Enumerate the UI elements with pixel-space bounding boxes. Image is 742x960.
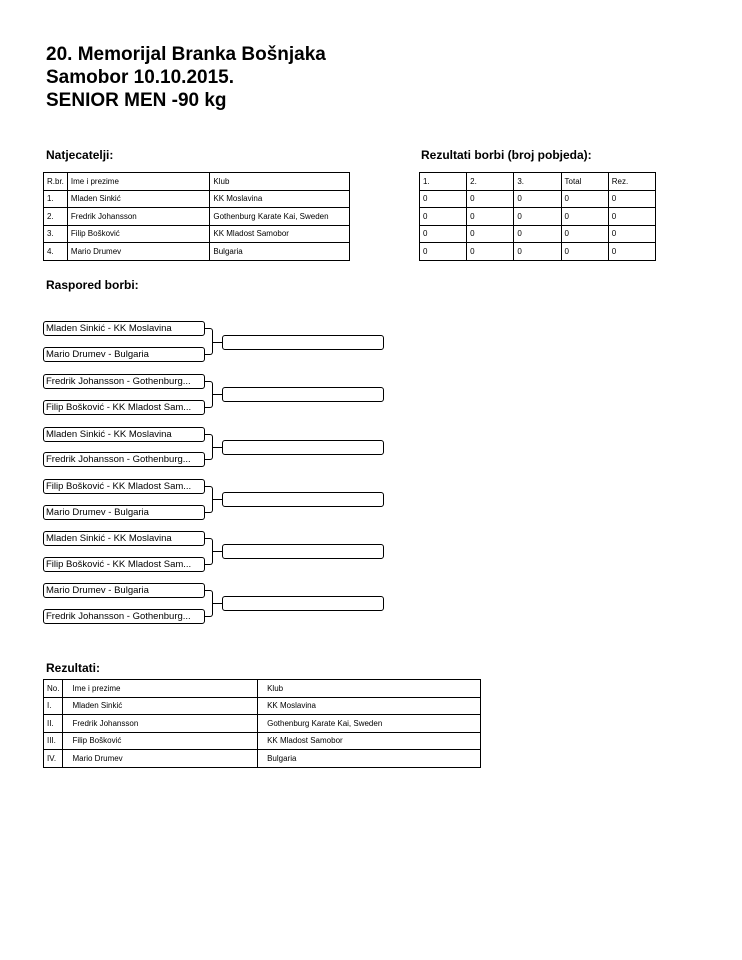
final-results-table [43, 679, 481, 768]
fighter-slot: Mladen Sinkić - KK Moslavina [43, 531, 205, 546]
table-cell: Filip Bošković [67, 225, 209, 243]
table-row [420, 208, 656, 226]
winner-slot [222, 335, 384, 350]
table-cell: KK Mladost Samobor [258, 732, 481, 750]
table-cell: Mladen Sinkić [67, 190, 209, 208]
table-cell: 0 [420, 225, 467, 243]
table-row [44, 225, 350, 243]
fighter-slot: Mario Drumev - Bulgaria [43, 347, 205, 362]
table-row [420, 190, 656, 208]
table-cell: 3. [44, 225, 68, 243]
bracket-connector [205, 381, 213, 408]
table-cell: 0 [561, 243, 608, 261]
table-row [44, 208, 350, 226]
bracket-line [213, 342, 222, 343]
table-header-row [420, 173, 656, 191]
table-cell: Bulgaria [258, 750, 481, 768]
fighter-slot: Mario Drumev - Bulgaria [43, 583, 205, 598]
table-cell: 0 [561, 225, 608, 243]
page-title [46, 43, 326, 112]
fighter-slot: Mladen Sinkić - KK Moslavina [43, 321, 205, 336]
table-row [44, 750, 481, 768]
column-header: 3. [514, 173, 561, 191]
table-cell: Bulgaria [210, 243, 350, 261]
table-cell: Mario Drumev [63, 750, 258, 768]
bracket-line [213, 394, 222, 395]
table-cell: KK Moslavina [258, 697, 481, 715]
column-header: No. [44, 680, 63, 698]
column-header: 1. [420, 173, 467, 191]
winner-slot [222, 492, 384, 507]
column-header: Ime i prezime [67, 173, 209, 191]
table-cell: Gothenburg Karate Kai, Sweden [210, 208, 350, 226]
table-row [44, 697, 481, 715]
table-cell: II. [44, 715, 63, 733]
column-header: Total [561, 173, 608, 191]
fighter-slot: Filip Bošković - KK Mladost Sam... [43, 400, 205, 415]
table-cell: Mladen Sinkić [63, 697, 258, 715]
fighter-slot: Fredrik Johansson - Gothenburg... [43, 374, 205, 389]
bracket-connector [205, 434, 213, 460]
competitors-heading: Natjecatelji: [46, 148, 114, 162]
results-heading: Rezultati: [46, 661, 100, 675]
table-cell: 0 [514, 225, 561, 243]
bracket-connector [205, 486, 213, 513]
winner-slot [222, 544, 384, 559]
bracket-line [213, 499, 222, 500]
winner-slot [222, 440, 384, 455]
table-header-row [44, 173, 350, 191]
table-cell: 4. [44, 243, 68, 261]
table-cell: I. [44, 697, 63, 715]
table-header-row [44, 680, 481, 698]
table-cell: 0 [467, 208, 514, 226]
winner-slot [222, 387, 384, 402]
table-cell: 0 [514, 190, 561, 208]
column-header: Rez. [608, 173, 655, 191]
table-row [420, 243, 656, 261]
table-cell: 0 [561, 190, 608, 208]
table-cell: 0 [420, 208, 467, 226]
table-cell: Fredrik Johansson [63, 715, 258, 733]
fighter-slot: Mario Drumev - Bulgaria [43, 505, 205, 520]
fight-results-table [419, 172, 656, 261]
table-cell: 0 [420, 243, 467, 261]
schedule-heading: Raspored borbi: [46, 278, 139, 292]
table-cell: IV. [44, 750, 63, 768]
bracket-line [213, 551, 222, 552]
title-line-place-date: Samobor 10.10.2015. [46, 67, 234, 88]
column-header: Ime i prezime [63, 680, 258, 698]
fighter-slot: Fredrik Johansson - Gothenburg... [43, 452, 205, 467]
title-line-category: SENIOR MEN -90 kg [46, 90, 227, 111]
column-header: Klub [210, 173, 350, 191]
table-cell: Gothenburg Karate Kai, Sweden [258, 715, 481, 733]
column-header: R.br. [44, 173, 68, 191]
bracket-line [213, 447, 222, 448]
competitors-table [43, 172, 350, 261]
table-cell: 0 [608, 190, 655, 208]
table-row [44, 732, 481, 750]
table-cell: 0 [467, 225, 514, 243]
table-cell: 0 [608, 225, 655, 243]
fight-results-heading: Rezultati borbi (broj pobjeda): [421, 148, 592, 162]
bracket-connector [205, 328, 213, 355]
table-row [420, 225, 656, 243]
table-cell: KK Moslavina [210, 190, 350, 208]
fighter-slot: Filip Bošković - KK Mladost Sam... [43, 557, 205, 572]
table-cell: III. [44, 732, 63, 750]
table-cell: 0 [608, 243, 655, 261]
table-row [44, 715, 481, 733]
table-row [44, 190, 350, 208]
table-cell: 0 [561, 208, 608, 226]
table-cell: 0 [514, 208, 561, 226]
fighter-slot: Fredrik Johansson - Gothenburg... [43, 609, 205, 624]
column-header: 2. [467, 173, 514, 191]
bracket-connector [205, 538, 213, 565]
winner-slot [222, 596, 384, 611]
table-cell: 0 [467, 243, 514, 261]
column-header: Klub [258, 680, 481, 698]
bracket-line [213, 603, 222, 604]
table-cell: 0 [514, 243, 561, 261]
table-cell: 2. [44, 208, 68, 226]
table-cell: KK Mladost Samobor [210, 225, 350, 243]
bracket-connector [205, 590, 213, 617]
fighter-slot: Mladen Sinkić - KK Moslavina [43, 427, 205, 442]
table-cell: 0 [467, 190, 514, 208]
fighter-slot: Filip Bošković - KK Mladost Sam... [43, 479, 205, 494]
title-line-event: 20. Memorijal Branka Bošnjaka [46, 44, 326, 65]
table-cell: Mario Drumev [67, 243, 209, 261]
table-row [44, 243, 350, 261]
table-cell: Fredrik Johansson [67, 208, 209, 226]
table-cell: 1. [44, 190, 68, 208]
table-cell: 0 [420, 190, 467, 208]
table-cell: 0 [608, 208, 655, 226]
table-cell: Filip Bošković [63, 732, 258, 750]
